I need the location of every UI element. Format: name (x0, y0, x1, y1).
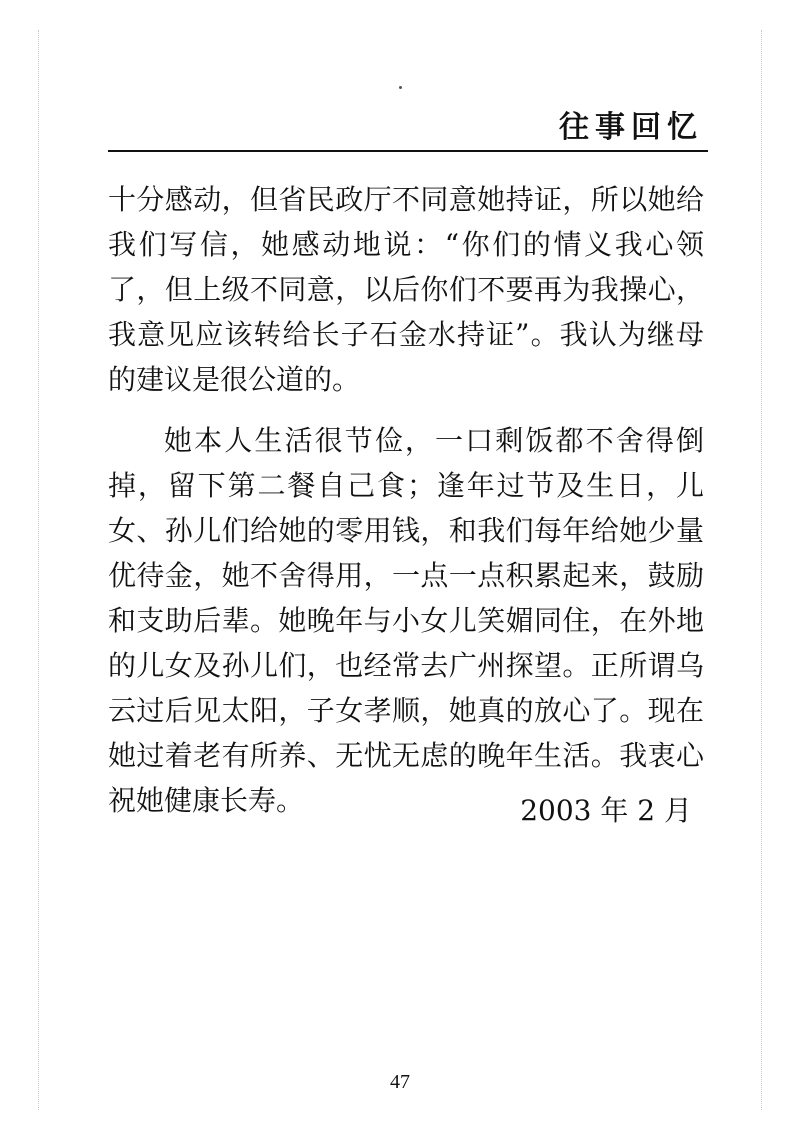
body-text (108, 177, 704, 823)
header-rule (108, 150, 708, 152)
scan-speck (399, 86, 402, 89)
paragraph-1: 十分感动，但省民政厅不同意她持证，所以她给我们写信，她感动地说：“你们的情义我心领了，但上级不同意，以后你们不要再为我操心，我意见应该转给长子石金水持证”。我认为继母的建议是很公道的。 (108, 183, 704, 396)
left-scan-edge (38, 30, 39, 1110)
dateline: 2003 年 2 月 (520, 794, 692, 827)
right-scan-edge (761, 30, 762, 1110)
paragraph-2: 她本人生活很节俭，一口剩饭都不舍得倒掉，留下第二餐自己食；逢年过节及生日，儿女、孙儿们给她的零用钱，和我们每年给她少量优待金，她不舍得用，一点一点积累起来，鼓励和支助后辈。她晚年与小女儿笑媚同住，在外地的儿女及孙儿们，也经常去广州探望。正所谓乌云过后见太阳，子女孝顺，她真的放心了。现在她过着老有所养、无忧无虑的晚年生活。我衷心祝她健康长寿。 (108, 424, 704, 817)
page-number: 47 (390, 1071, 410, 1093)
running-header-title: 往事回忆 (559, 110, 703, 145)
